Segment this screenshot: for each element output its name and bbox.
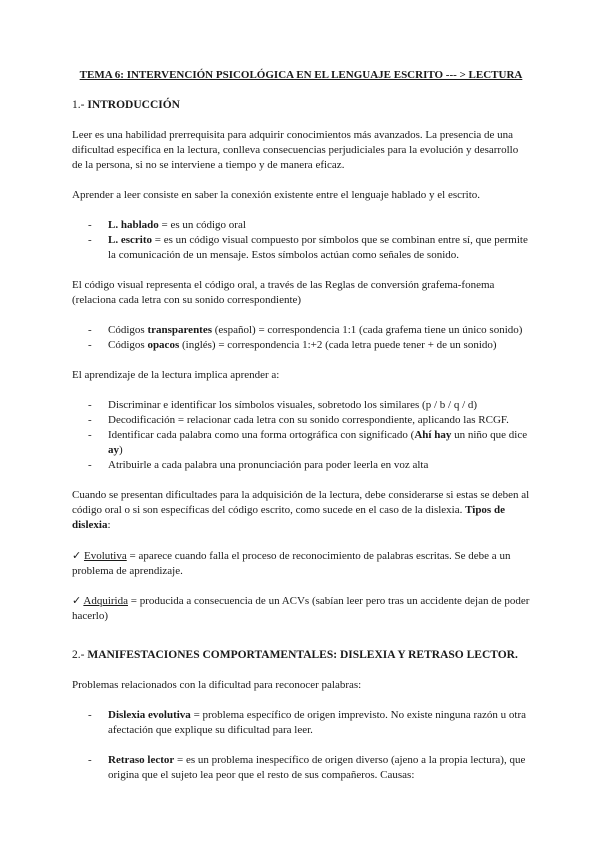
- term: transparentes: [147, 324, 213, 336]
- term: L. hablado: [108, 219, 159, 231]
- check-evolutiva: [72, 548, 530, 579]
- item-text: Identificar cada palabra como una forma ortográfica con significado (: [108, 429, 415, 441]
- list-item: - Decodificación = relacionar cada letra con su sonido correspondiente, aplicando las RCGF.: [88, 414, 509, 426]
- section-2-title: MANIFESTACIONES COMPORTAMENTALES: DISLEXIA Y RETRASO LECTOR.: [87, 649, 518, 661]
- item-text: Atribuirle a cada palabra una pronunciación para poder leerla en voz alta: [108, 459, 429, 471]
- intro-paragraph-2: Aprender a leer consiste en saber la conexión existente entre el lenguaje hablado y el escrito.: [72, 189, 481, 201]
- term: opacos: [147, 339, 180, 351]
- definition: (español) = correspondencia 1:1 (cada grafema tiene un único sonido): [212, 324, 523, 336]
- type-label: Adquirida: [83, 595, 128, 607]
- list-item: - Dislexia evolutiva = problema específico de origen imprevisto. No existe ninguna razón u otra afectación que explique su dificultad para leer.: [88, 709, 526, 736]
- intro-paragraph-3: El código visual representa el código oral, a través de las Reglas de conversión grafema-fonema (relaciona cada letra con su sonido correspondiente): [72, 279, 495, 306]
- list-item: - L. hablado = es un código oral: [88, 219, 246, 231]
- list-item: - Atribuirle a cada palabra una pronunciación para poder leerla en voz alta: [88, 459, 429, 471]
- definition: = es un código visual compuesto por símbolos que se combinan entre sí, que permite la comunicación de un mensaje. Estos símbolos actúan como señales de sonido.: [108, 234, 528, 261]
- definition: = es un código oral: [158, 219, 246, 231]
- section-1-number: 1.-: [72, 99, 88, 111]
- check-icon: ✓: [72, 594, 82, 607]
- item-text: ): [119, 444, 123, 456]
- check-adquirida: [72, 593, 530, 624]
- section-1-title: INTRODUCCIÓN: [87, 99, 180, 111]
- code-types-list: [72, 323, 530, 353]
- intro-paragraph-1: Leer es una habilidad prerrequisita para adquirir conocimientos más avanzados. La presencia de una dificultad específica en la lectura, conlleva consecuencias perjudiciales para la evolución y desarrollo de la persona, si no se interviene a tiempo y de manera eficaz.: [72, 129, 519, 171]
- section-2-number: 2.-: [72, 649, 88, 661]
- section-2-paragraph-1: Problemas relacionados con la dificultad para reconocer palabras:: [72, 679, 362, 691]
- language-types-list: [72, 218, 530, 263]
- dyslexia-types-label: Tipos de dislexia: [72, 504, 505, 531]
- type-definition: = producida a consecuencia de un ACVs (sabían leer pero tras un accidente dejan de poder hacerlo): [72, 595, 530, 622]
- document-page: [72, 68, 530, 783]
- prefix: Códigos: [108, 324, 148, 336]
- term: Retraso lector: [108, 754, 175, 766]
- term: Dislexia evolutiva: [108, 709, 191, 721]
- type-definition: = aparece cuando falla el proceso de reconocimiento de palabras escritas. Se debe a un problema de aprendizaje.: [72, 550, 511, 577]
- document-title: TEMA 6: INTERVENCIÓN PSICOLÓGICA EN EL LENGUAJE ESCRITO --- > LECTURA: [79, 69, 523, 81]
- item-text: Decodificación = relacionar cada letra con su sonido correspondiente, aplicando las RCGF.: [108, 414, 509, 426]
- section-2-heading: [72, 648, 530, 663]
- reading-skills-list: [72, 398, 530, 473]
- definition: = es un problema inespecífico de origen diverso (ajeno a la propia lectura), que origina que el sujeto lea peor que el resto de sus compañeros. Causas:: [108, 754, 526, 781]
- check-icon: ✓: [72, 549, 82, 562]
- prefix: Códigos: [108, 339, 148, 351]
- term: L. escrito: [108, 234, 152, 246]
- list-item: - Discriminar e identificar los símbolos visuales, sobretodo los similares (p / b / q / d): [88, 399, 478, 411]
- paragraph-end: :: [107, 519, 111, 531]
- section-1-heading: [72, 98, 530, 113]
- list-item: - L. escrito = es un código visual compuesto por símbolos que se combinan entre sí, que permite la comunicación de un mensaje. Estos símbolos actúan como señales de sonido.: [88, 234, 528, 261]
- definition: (inglés) = correspondencia 1:+2 (cada letra puede tener + de un sonido): [179, 339, 497, 351]
- item-text: un niño que dice: [451, 429, 528, 441]
- list-item: - Códigos transparentes (español) = correspondencia 1:1 (cada grafema tiene un único sonido): [88, 324, 523, 336]
- paragraph-text: Cuando se presentan dificultades para la adquisición de la lectura, debe considerarse si estas se deben al código oral o si son específicas del código escrito, como sucede en el caso de la dislexia.: [72, 489, 530, 516]
- list-item: - Identificar cada palabra como una forma ortográfica con significado (Ahí hay un niño que dice ay): [88, 429, 528, 456]
- example-bold: ay: [108, 444, 119, 456]
- example-bold: Ahí hay: [414, 429, 452, 441]
- problems-list: [72, 708, 530, 783]
- list-item: - Códigos opacos (inglés) = correspondencia 1:+2 (cada letra puede tener + de un sonido): [88, 339, 497, 351]
- list-item: - Retraso lector = es un problema inespecífico de origen diverso (ajeno a la propia lectura), que origina que el sujeto lea peor que el resto de sus compañeros. Causas:: [88, 754, 526, 781]
- intro-paragraph-4: El aprendizaje de la lectura implica aprender a:: [72, 369, 280, 381]
- dyslexia-paragraph: [72, 488, 530, 533]
- item-text: Discriminar e identificar los símbolos visuales, sobretodo los similares (p / b / q / d): [108, 399, 478, 411]
- type-label: Evolutiva: [83, 550, 127, 562]
- definition: = problema específico de origen imprevisto. No existe ninguna razón u otra afectación que explique su dificultad para leer.: [108, 709, 526, 736]
